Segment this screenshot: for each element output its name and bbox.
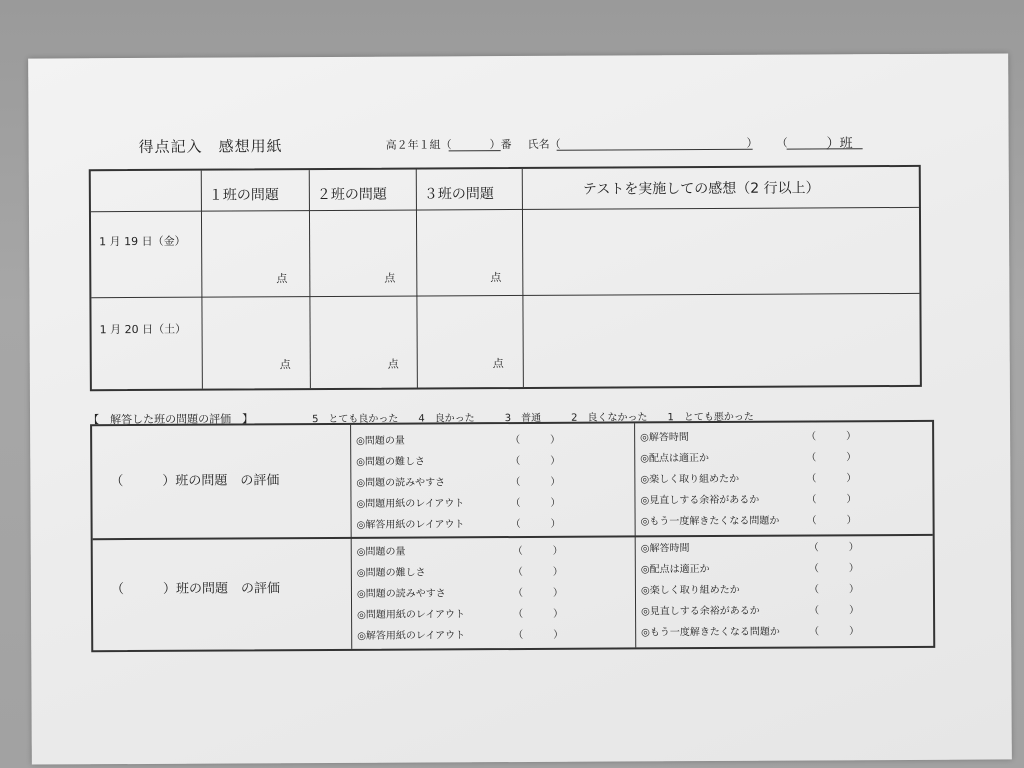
rating-field[interactable]: （ ）	[809, 626, 860, 638]
column-header-group2: ２班の問題	[316, 186, 387, 204]
eval-item: ◎問題の難しさ	[356, 456, 426, 468]
points-label: 点	[384, 271, 396, 285]
rating-field[interactable]: （ ）	[510, 434, 561, 447]
class-label: 高２年１組（	[385, 138, 452, 152]
table-divider	[93, 534, 933, 540]
rating-field[interactable]: （ ）	[808, 542, 859, 554]
points-label: 点	[492, 357, 504, 371]
rating-field[interactable]: （ ）	[806, 515, 857, 527]
eval-item: ◎楽しく取り組めたか	[640, 473, 740, 486]
eval-item: ◎楽しく取り組めたか	[640, 584, 740, 597]
row-date: 1 月 20 日（土）	[99, 322, 187, 337]
rating-field[interactable]: （ ）	[806, 494, 857, 506]
rating-field[interactable]: （ ）	[513, 608, 564, 621]
rating-field[interactable]: （ ）	[512, 566, 563, 579]
eval-item: ◎問題用紙のレイアウト	[357, 609, 466, 621]
group-open: （	[776, 136, 788, 150]
column-header-group3: ３班の問題	[423, 186, 494, 203]
evaluation-scale: 5 とても良かった 4 良かった 3 普通 2 良くなかった 1 とても悪かった	[312, 411, 754, 426]
rating-field[interactable]: （ ）	[510, 455, 561, 468]
rating-field[interactable]: （ ）	[806, 452, 857, 464]
eval-item: ◎見直しする余裕があるか	[640, 494, 760, 507]
column-header-comments: テストを実施しての感想（2 行以上）	[582, 180, 820, 198]
column-header-group1: １班の問題	[208, 187, 279, 204]
eval-item: ◎問題の量	[356, 546, 406, 558]
rating-field[interactable]: （ ）	[510, 476, 561, 489]
eval-item: ◎解答時間	[640, 432, 689, 444]
rating-field[interactable]: （ ）	[512, 545, 563, 558]
group-eval-label: （ ）班の問題 の評価	[110, 473, 280, 490]
sheet-title: 得点記入 感想用紙	[138, 137, 283, 156]
name-label: 氏名（	[527, 137, 561, 151]
evaluation-title: 【 解答した班の問題の評価 】	[88, 412, 254, 427]
eval-item: ◎問題用紙のレイアウト	[356, 498, 465, 510]
rating-field[interactable]: （ ）	[512, 587, 563, 600]
eval-item: ◎もう一度解きたくなる問題か	[641, 626, 780, 639]
evaluation-table	[90, 420, 935, 652]
table-divider	[309, 170, 311, 388]
rating-field[interactable]: （ ）	[806, 431, 857, 443]
number-label: ）番	[489, 138, 512, 152]
eval-item: ◎問題の読みやすさ	[356, 477, 446, 489]
group-underline	[827, 148, 863, 149]
eval-item: ◎配点は適正か	[640, 453, 710, 465]
group-eval-label: （ ）班の問題 の評価	[110, 581, 280, 598]
eval-item: ◎もう一度解きたくなる問題か	[640, 515, 780, 528]
points-label: 点	[490, 271, 502, 285]
name-field[interactable]	[557, 149, 753, 151]
rating-field[interactable]: （ ）	[510, 518, 561, 531]
eval-item: ◎解答用紙のレイアウト	[357, 630, 466, 642]
rating-field[interactable]: （ ）	[809, 605, 860, 617]
group-label: ）班	[826, 136, 853, 152]
table-divider	[201, 171, 203, 389]
rating-field[interactable]: （ ）	[808, 584, 859, 596]
points-label: 点	[387, 357, 399, 371]
rating-field[interactable]: （ ）	[806, 473, 857, 485]
name-close: ）	[746, 136, 758, 150]
points-label: 点	[279, 358, 291, 372]
eval-item: ◎問題の読みやすさ	[356, 588, 446, 600]
rating-field[interactable]: （ ）	[510, 497, 561, 510]
table-divider	[416, 170, 418, 388]
rating-field[interactable]: （ ）	[513, 629, 564, 642]
table-divider	[91, 293, 919, 298]
eval-item: ◎見直しする余裕があるか	[641, 605, 760, 618]
eval-item: ◎問題の量	[356, 435, 405, 447]
eval-item: ◎配点は適正か	[640, 564, 710, 576]
score-table	[89, 165, 922, 391]
rating-field[interactable]: （ ）	[808, 563, 859, 575]
eval-item: ◎問題の難しさ	[356, 567, 426, 579]
table-divider	[91, 207, 919, 212]
eval-item: ◎解答用紙のレイアウト	[356, 519, 465, 531]
row-date: 1 月 19 日（金）	[99, 234, 186, 249]
group-field[interactable]	[787, 148, 829, 149]
table-divider	[522, 169, 524, 387]
eval-item: ◎解答時間	[640, 543, 690, 555]
answer-sheet-paper	[28, 53, 1012, 764]
points-label: 点	[276, 272, 288, 286]
